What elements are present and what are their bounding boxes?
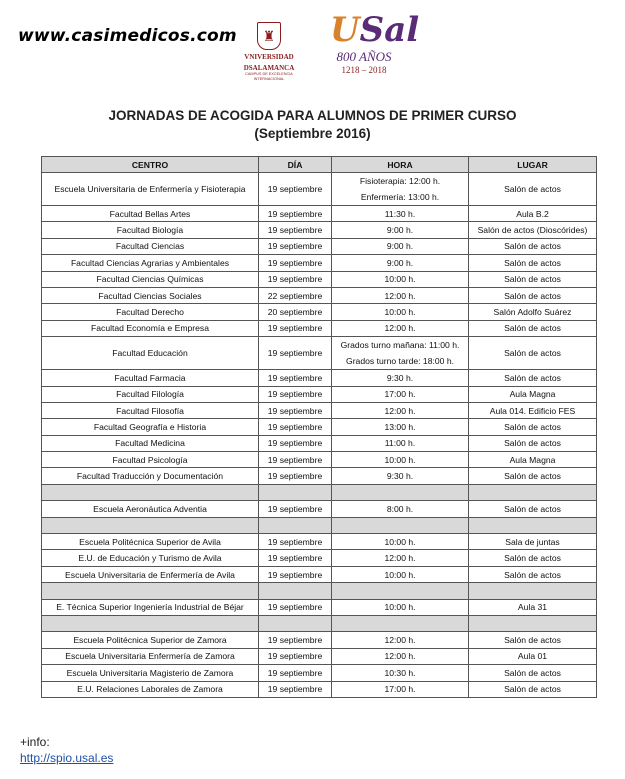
separator-cell	[469, 517, 597, 533]
cell-hora	[332, 501, 469, 517]
table-row	[42, 337, 597, 370]
hora-line: 10:00 h.	[384, 274, 416, 285]
table-row	[42, 287, 597, 303]
info-link[interactable]: http://spio.usal.es	[20, 751, 114, 765]
cell-lugar: Salón de actos (Dioscórides)	[469, 222, 597, 238]
hora-line: 10:00 h.	[384, 307, 416, 318]
hora-line: 10:00 h.	[384, 454, 416, 465]
university-subtitle: CAMPUS DE EXCELENCIA INTERNACIONAL	[245, 72, 293, 81]
cell-centro: Escuela Universitaria de Enfermería y Fisioterapia	[42, 173, 259, 206]
cell-centro: E.U. Relaciones Laborales de Zamora	[42, 681, 259, 697]
cell-dia: 19 septiembre	[259, 468, 332, 484]
cell-centro: Facultad Geografía e Historia	[42, 419, 259, 435]
cell-lugar: Salón de actos	[469, 173, 597, 206]
separator-cell	[42, 615, 259, 631]
table-row	[42, 402, 597, 418]
cell-lugar: Salón de actos	[469, 287, 597, 303]
cell-lugar: Salón de actos	[469, 271, 597, 287]
cell-dia: 19 septiembre	[259, 271, 332, 287]
cell-dia: 19 septiembre	[259, 632, 332, 648]
hora-line: Fisioterapia: 12:00 h.	[359, 176, 441, 186]
hora-line: 12:00 h.	[384, 553, 416, 564]
table-row	[42, 222, 597, 238]
cell-dia: 19 septiembre	[259, 534, 332, 550]
cell-centro: Facultad Biología	[42, 222, 259, 238]
cell-centro: Facultad Medicina	[42, 435, 259, 451]
hora-line: 8:00 h.	[386, 503, 414, 514]
hora-line: 11:00 h.	[384, 438, 416, 449]
table-separator-row	[42, 517, 597, 533]
cell-lugar: Salón de actos	[469, 370, 597, 386]
cell-lugar: Salón de actos	[469, 665, 597, 681]
table-row	[42, 599, 597, 615]
table-row	[42, 255, 597, 271]
cell-dia: 19 septiembre	[259, 681, 332, 697]
cell-dia: 19 septiembre	[259, 222, 332, 238]
cell-dia: 19 septiembre	[259, 238, 332, 254]
separator-cell	[259, 484, 332, 500]
cell-dia: 19 septiembre	[259, 320, 332, 336]
university-name-line1: VNIVERSIDAD	[244, 53, 294, 61]
cell-centro: Facultad Traducción y Documentación	[42, 468, 259, 484]
cell-hora	[332, 435, 469, 451]
hora-line: 9:00 h.	[386, 257, 414, 268]
table-row	[42, 452, 597, 468]
cell-hora	[332, 255, 469, 271]
page-title: JORNADAS DE ACOGIDA PARA ALUMNOS DE PRIMER CURSO	[108, 108, 517, 123]
table-row	[42, 665, 597, 681]
table-row	[42, 648, 597, 664]
cell-dia: 19 septiembre	[259, 173, 332, 206]
cell-dia: 19 septiembre	[259, 255, 332, 271]
hora-line: 12:00 h.	[384, 290, 416, 301]
cell-hora	[332, 320, 469, 336]
hora-line: 17:00 h.	[384, 684, 416, 695]
separator-cell	[332, 484, 469, 500]
table-row	[42, 566, 597, 582]
cell-hora	[332, 534, 469, 550]
separator-cell	[469, 484, 597, 500]
cell-lugar: Salón de actos	[469, 681, 597, 697]
hora-line: 10:30 h.	[384, 667, 416, 678]
column-header-dia: DÍA	[259, 157, 332, 173]
cell-centro: Facultad Filosofía	[42, 402, 259, 418]
hora-line: 9:00 h.	[386, 241, 414, 252]
cell-hora	[332, 468, 469, 484]
cell-dia: 19 septiembre	[259, 206, 332, 222]
cell-centro: E.U. de Educación y Turismo de Avila	[42, 550, 259, 566]
table-row	[42, 271, 597, 287]
column-header-hora: HORA	[332, 157, 469, 173]
cell-hora	[332, 206, 469, 222]
separator-cell	[332, 615, 469, 631]
separator-cell	[469, 583, 597, 599]
cell-lugar: Salón de actos	[469, 501, 597, 517]
cell-hora	[332, 566, 469, 582]
hora-line: 9:30 h.	[386, 471, 414, 482]
cell-lugar: Aula 01	[469, 648, 597, 664]
hora-line: Grados turno tarde: 18:00 h.	[346, 356, 454, 367]
cell-lugar: Salón de actos	[469, 238, 597, 254]
cell-centro: Facultad Ciencias Agrarias y Ambientales	[42, 255, 259, 271]
cell-hora	[332, 337, 469, 370]
table-separator-row	[42, 615, 597, 631]
hora-line: 12:00 h.	[384, 635, 416, 646]
cell-hora	[332, 304, 469, 320]
cell-lugar: Salón de actos	[469, 566, 597, 582]
hora-line: 10:00 h.	[384, 602, 416, 613]
cell-hora	[332, 419, 469, 435]
separator-cell	[42, 484, 259, 500]
cell-lugar: Salón de actos	[469, 468, 597, 484]
university-logo	[232, 22, 306, 82]
hora-line: 12:00 h.	[384, 651, 416, 662]
cell-hora	[332, 599, 469, 615]
cell-dia: 19 septiembre	[259, 402, 332, 418]
cell-hora	[332, 648, 469, 664]
separator-cell	[332, 517, 469, 533]
cell-dia: 19 septiembre	[259, 419, 332, 435]
cell-lugar: Aula Magna	[469, 452, 597, 468]
cell-hora	[332, 632, 469, 648]
separator-cell	[259, 615, 332, 631]
cell-centro: Facultad Ciencias Sociales	[42, 287, 259, 303]
cell-lugar: Aula 014. Edificio FES	[469, 402, 597, 418]
cell-centro: Escuela Politécnica Superior de Avila	[42, 534, 259, 550]
cell-centro: Facultad Educación	[42, 337, 259, 370]
cell-hora	[332, 550, 469, 566]
cell-dia: 19 septiembre	[259, 452, 332, 468]
cell-dia: 19 septiembre	[259, 435, 332, 451]
cell-dia: 19 septiembre	[259, 648, 332, 664]
cell-dia: 22 septiembre	[259, 287, 332, 303]
table-row	[42, 468, 597, 484]
hora-line: Enfermería: 13:00 h.	[360, 192, 440, 202]
table-row	[42, 681, 597, 697]
cell-hora	[332, 402, 469, 418]
cell-dia: 19 septiembre	[259, 599, 332, 615]
hora-line: 12:00 h.	[384, 405, 416, 416]
cell-dia: 20 septiembre	[259, 304, 332, 320]
cell-lugar: Salón de actos	[469, 255, 597, 271]
cell-lugar: Aula B.2	[469, 206, 597, 222]
cell-dia: 19 septiembre	[259, 370, 332, 386]
table-row	[42, 206, 597, 222]
cell-centro: E. Técnica Superior Ingeniería Industrial de Béjar	[42, 599, 259, 615]
cell-hora	[332, 271, 469, 287]
cell-centro: Facultad Derecho	[42, 304, 259, 320]
separator-cell	[42, 517, 259, 533]
table-row	[42, 419, 597, 435]
table-row	[42, 501, 597, 517]
cell-lugar: Salón de actos	[469, 550, 597, 566]
usal-flame-icon: USal	[330, 10, 420, 50]
anniversary-years: 800 AÑOS	[336, 49, 392, 64]
table-row	[42, 320, 597, 336]
info-label: +info:	[20, 735, 50, 749]
cell-hora	[332, 370, 469, 386]
cell-hora	[332, 681, 469, 697]
separator-cell	[259, 583, 332, 599]
cell-centro: Facultad Ciencias	[42, 238, 259, 254]
cell-dia: 19 septiembre	[259, 501, 332, 517]
schedule-table	[41, 156, 597, 698]
cell-centro: Escuela Universitaria de Enfermería de Avila	[42, 566, 259, 582]
cell-centro: Facultad Ciencias Químicas	[42, 271, 259, 287]
separator-cell	[259, 517, 332, 533]
cell-centro: Escuela Universitaria Enfermería de Zamora	[42, 648, 259, 664]
cell-hora	[332, 222, 469, 238]
cell-lugar: Salón de actos	[469, 320, 597, 336]
university-name-line2: DSALAMANCA	[243, 64, 295, 72]
hora-line: 10:00 h.	[384, 569, 416, 580]
hora-line: 10:00 h.	[384, 536, 416, 547]
cell-hora	[332, 238, 469, 254]
table-row	[42, 370, 597, 386]
table-separator-row	[42, 484, 597, 500]
table-row	[42, 632, 597, 648]
hora-line: 12:00 h.	[384, 323, 416, 334]
separator-cell	[42, 583, 259, 599]
table-row	[42, 238, 597, 254]
cell-lugar: Salón de actos	[469, 337, 597, 370]
anniversary-span: 1218 – 2018	[341, 65, 387, 75]
hora-line: Grados turno mañana: 11:00 h.	[340, 340, 460, 351]
cell-centro: Facultad Farmacia	[42, 370, 259, 386]
cell-centro: Facultad Filología	[42, 386, 259, 402]
cell-lugar: Salón de actos	[469, 419, 597, 435]
cell-hora	[332, 665, 469, 681]
cell-lugar: Salón de actos	[469, 632, 597, 648]
cell-hora	[332, 287, 469, 303]
cell-centro: Facultad Bellas Artes	[42, 206, 259, 222]
separator-cell	[332, 583, 469, 599]
cell-centro: Facultad Economía e Empresa	[42, 320, 259, 336]
anniversary-logo	[330, 10, 420, 76]
column-header-lugar: LUGAR	[469, 157, 597, 173]
cell-centro: Escuela Politécnica Superior de Zamora	[42, 632, 259, 648]
cell-centro: Escuela Universitaria Magisterio de Zamora	[42, 665, 259, 681]
cell-lugar: Sala de juntas	[469, 534, 597, 550]
site-watermark: www.casimedicos.com	[18, 26, 237, 46]
cell-dia: 19 septiembre	[259, 665, 332, 681]
crest-icon: ♜	[257, 22, 281, 50]
table-row	[42, 534, 597, 550]
cell-lugar: Salón de actos	[469, 435, 597, 451]
table-row	[42, 173, 597, 206]
hora-line: 11:30 h.	[384, 208, 416, 219]
separator-cell	[469, 615, 597, 631]
table-row	[42, 550, 597, 566]
cell-dia: 19 septiembre	[259, 386, 332, 402]
cell-centro: Escuela Aeronáutica Adventia	[42, 501, 259, 517]
cell-dia: 19 septiembre	[259, 337, 332, 370]
page-subtitle: (Septiembre 2016)	[254, 126, 371, 141]
cell-lugar: Aula Magna	[469, 386, 597, 402]
hora-line: 17:00 h.	[384, 389, 416, 400]
cell-dia: 19 septiembre	[259, 550, 332, 566]
cell-dia: 19 septiembre	[259, 566, 332, 582]
cell-hora	[332, 173, 469, 206]
column-header-centro: CENTRO	[42, 157, 259, 173]
hora-line: 9:00 h.	[386, 225, 414, 236]
cell-centro: Facultad Psicología	[42, 452, 259, 468]
hora-line: 13:00 h.	[384, 421, 416, 432]
table-row	[42, 386, 597, 402]
table-separator-row	[42, 583, 597, 599]
cell-hora	[332, 386, 469, 402]
table-header-row	[42, 157, 597, 173]
hora-line: 9:30 h.	[386, 372, 414, 383]
cell-lugar: Aula 31	[469, 599, 597, 615]
cell-hora	[332, 452, 469, 468]
cell-lugar: Salón Adolfo Suárez	[469, 304, 597, 320]
table-row	[42, 304, 597, 320]
table-row	[42, 435, 597, 451]
